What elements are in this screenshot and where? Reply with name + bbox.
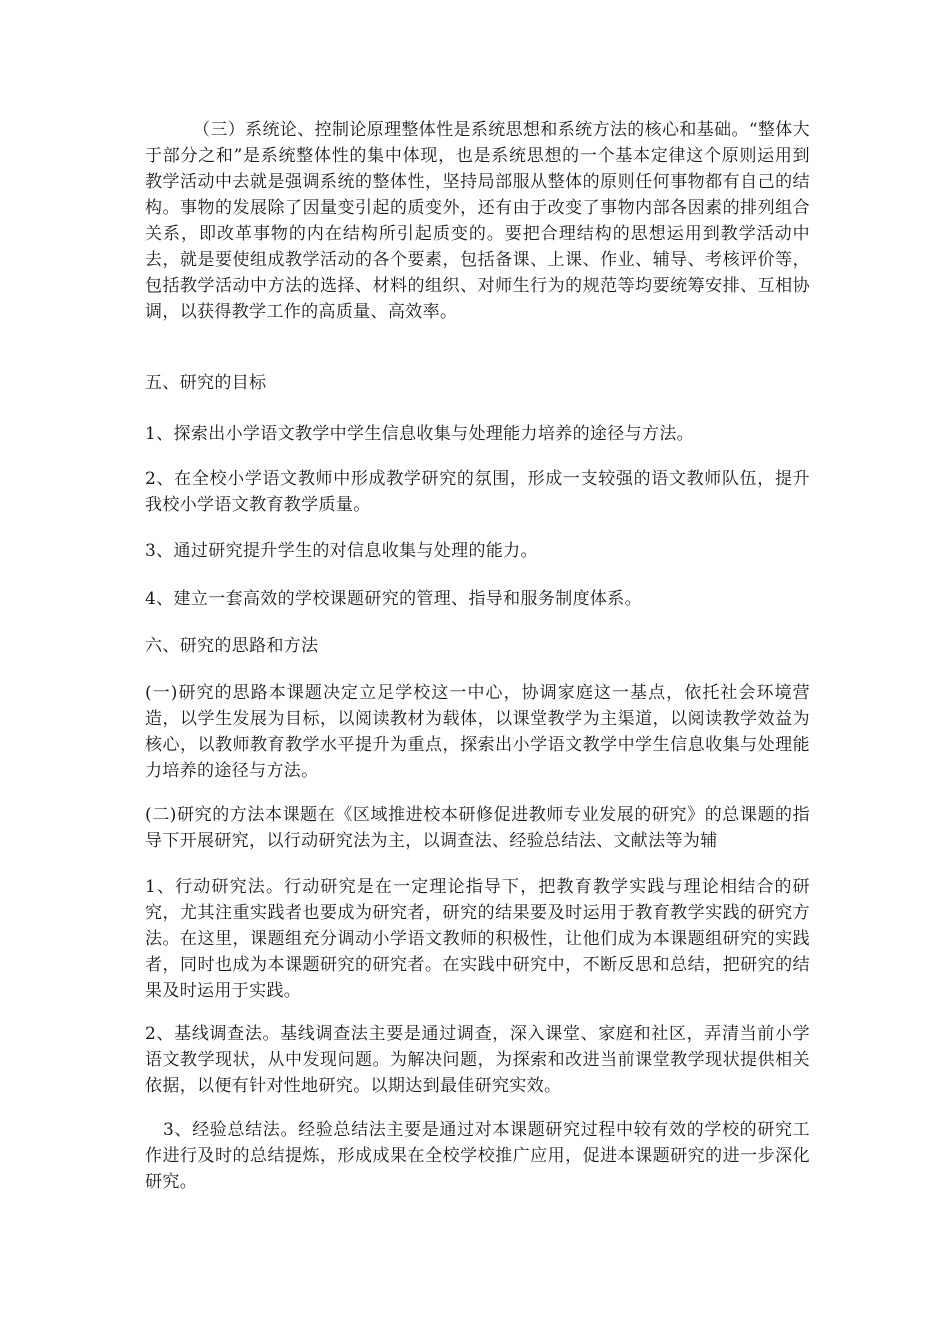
paragraph-research-ideas: (一)研究的思路本课题决定立足学校这一中心，协调家庭这一基点，依托社会环境营造，以学生发展为目标，以阅读教材为载体，以课堂教学为主渠道，以阅读教学效益为核心，以教师教育教学水平提升为重点，探索出小学语文教学中学生信息收集与处理能力培养的途径与方法。 <box>145 683 810 781</box>
goal-item-4: 4、建立一套高效的学校课题研究的管理、指导和服务制度体系。 <box>145 589 642 609</box>
method-item-action-research: 1、行动研究法。行动研究是在一定理论指导下，把教育教学实践与理论相结合的研究，尤其注重实践者也要成为研究者，研究的结果要及时运用于教育教学实践的研究方法。在这里，课题组充分调动小学语文教师的积极性，让他们成为本课题组研究的实践者，同时也成为本课题研究的研究者。在实践中研究中，不断反思和总结，把研究的结果及时运用于实践。 <box>145 877 810 1001</box>
goal-item-2: 2、在全校小学语文教师中形成教学研究的氛围，形成一支较强的语文教师队伍，提升我校小学语文教育教学质量。 <box>145 469 810 515</box>
paragraph-systems-theory: （三）系统论、控制论原理整体性是系统思想和系统方法的核心和基础。“整体大于部分之和”是系统整体性的集中体现，也是系统思想的一个基本定律这个原则运用到教学活动中去就是强调系统的整体性，坚持局部服从整体的原则任何事物都有自己的结构。事物的发展除了因量变引起的质变外，还有由于改变了事物内部各因素的排列组合关系，即改革事物的内在结构所引起质变的。要把合理结构的思想运用到教学活动中去，就是要使组成教学活动的各个要素，包括备课、上课、作业、辅导、考核评价等，包括教学活动中方法的选择、材料的组织、对师生行为的规范等均要统筹安排、互相协调，以获得教学工作的高质量、高效率。 <box>145 120 810 322</box>
method-item-baseline-survey: 2、基线调查法。基线调查法主要是通过调查，深入课堂、家庭和社区，弄清当前小学语文教学现状，从中发现问题。为解决问题，为探索和改进当前课堂教学现状提供相关依据，以便有针对性地研究。以期达到最佳研究实效。 <box>145 1024 810 1096</box>
goal-item-1: 1、探索出小学语文教学中学生信息收集与处理能力培养的途径与方法。 <box>145 424 695 444</box>
paragraph-research-methods: (二)研究的方法本课题在《区域推进校本研修促进教师专业发展的研究》的总课题的指导下开展研究，以行动研究法为主，以调查法、经验总结法、文献法等为辅 <box>145 805 810 851</box>
goal-item-3: 3、通过研究提升学生的对信息收集与处理的能力。 <box>145 541 538 561</box>
method-item-experience-summary: 3、经验总结法。经验总结法主要是通过对本课题研究过程中较有效的学校的研究工作进行及时的总结提炼，形成成果在全校学校推广应用，促进本课题研究的进一步深化研究。 <box>145 1120 810 1192</box>
heading-research-ideas-methods: 六、研究的思路和方法 <box>145 636 319 656</box>
heading-research-goals: 五、研究的目标 <box>145 373 267 393</box>
